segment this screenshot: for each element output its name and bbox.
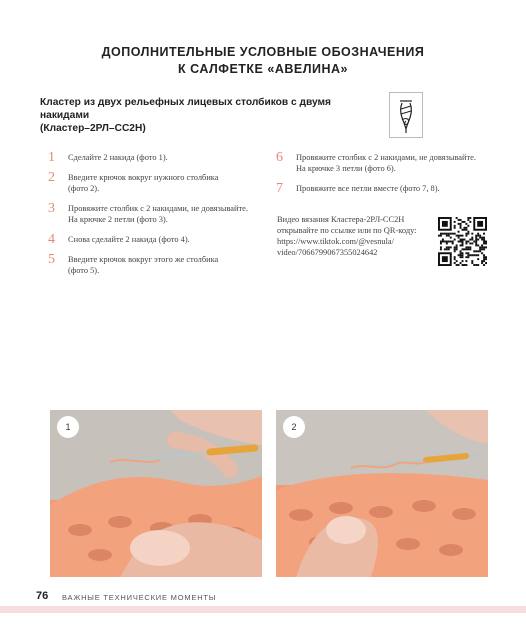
step-item [48,152,258,163]
step-number: 2 [48,170,55,185]
video-note-line: Видео вязания Кластера-2РЛ-СС2Н [277,215,405,224]
footer-band [0,606,526,613]
step-text-line: (фото 2). [68,184,100,193]
step-item [48,203,258,225]
step-text-line: Провяжите все петли вместе (фото 7, 8). [296,184,440,193]
step-text [296,152,496,174]
video-link[interactable]: https://www.tiktok.com/@vesnula/ [277,237,394,246]
step-text-line: На крючке 3 петли (фото 6). [296,164,396,173]
step-text-line: Введите крючок вокруг этого же столбика [68,255,219,264]
step-number: 1 [48,150,55,165]
steps-left-column [48,152,258,285]
step-text-line: Провяжите столбик с 2 накидами, не довязывайте. [296,153,476,162]
step-item [48,172,258,194]
step-text-line: Введите крючок вокруг нужного столбика [68,173,219,182]
step-text [68,152,258,163]
page-title-line-1: ДОПОЛНИТЕЛЬНЫЕ УСЛОВНЫЕ ОБОЗНАЧЕНИЯ [101,45,425,59]
page-title [0,44,526,78]
section-label: ВАЖНЫЕ ТЕХНИЧЕСКИЕ МОМЕНТЫ [62,593,217,602]
step-number: 5 [48,252,55,267]
video-link[interactable]: video/7066799067355024642 [277,248,378,257]
video-note [277,214,435,258]
page-number: 76 [36,590,49,602]
cluster-heading-line-1: Кластер из двух рельефных лицевых столбиков с двумя накидами [40,97,331,121]
cluster-heading-line-2: (Кластер–2РЛ–СС2Н) [40,123,146,134]
step-text-line: На крючке 2 петли (фото 3). [68,215,168,224]
page-title-line-2: К САЛФЕТКЕ «АВЕЛИНА» [178,62,348,76]
step-text [68,203,258,225]
step-text [68,254,258,276]
step-text [68,172,258,194]
step-text-line: Провяжите столбик с 2 накидами, не довязывайте. [68,204,248,213]
photo-badge: 1 [57,416,79,438]
photo-badge: 2 [283,416,305,438]
step-text [296,183,496,194]
qr-code-icon[interactable] [438,217,487,266]
step-item [48,254,258,276]
photo-1 [50,410,262,577]
step-number: 6 [276,150,283,165]
cluster-heading [40,96,380,135]
step-text-line: (фото 5). [68,266,100,275]
step-number: 3 [48,201,55,216]
step-text [68,234,258,245]
steps-right-column [276,152,496,203]
step-text-line: Сделайте 2 накида (фото 1). [68,153,168,162]
video-note-line: открывайте по ссылке или по QR-коду: [277,226,417,235]
cluster-symbol-icon [389,92,423,138]
step-text-line: Снова сделайте 2 накида (фото 4). [68,235,190,244]
step-item [276,152,496,174]
step-number: 7 [276,181,283,196]
step-item [276,183,496,194]
photo-2 [276,410,488,577]
step-item [48,234,258,245]
step-number: 4 [48,232,55,247]
